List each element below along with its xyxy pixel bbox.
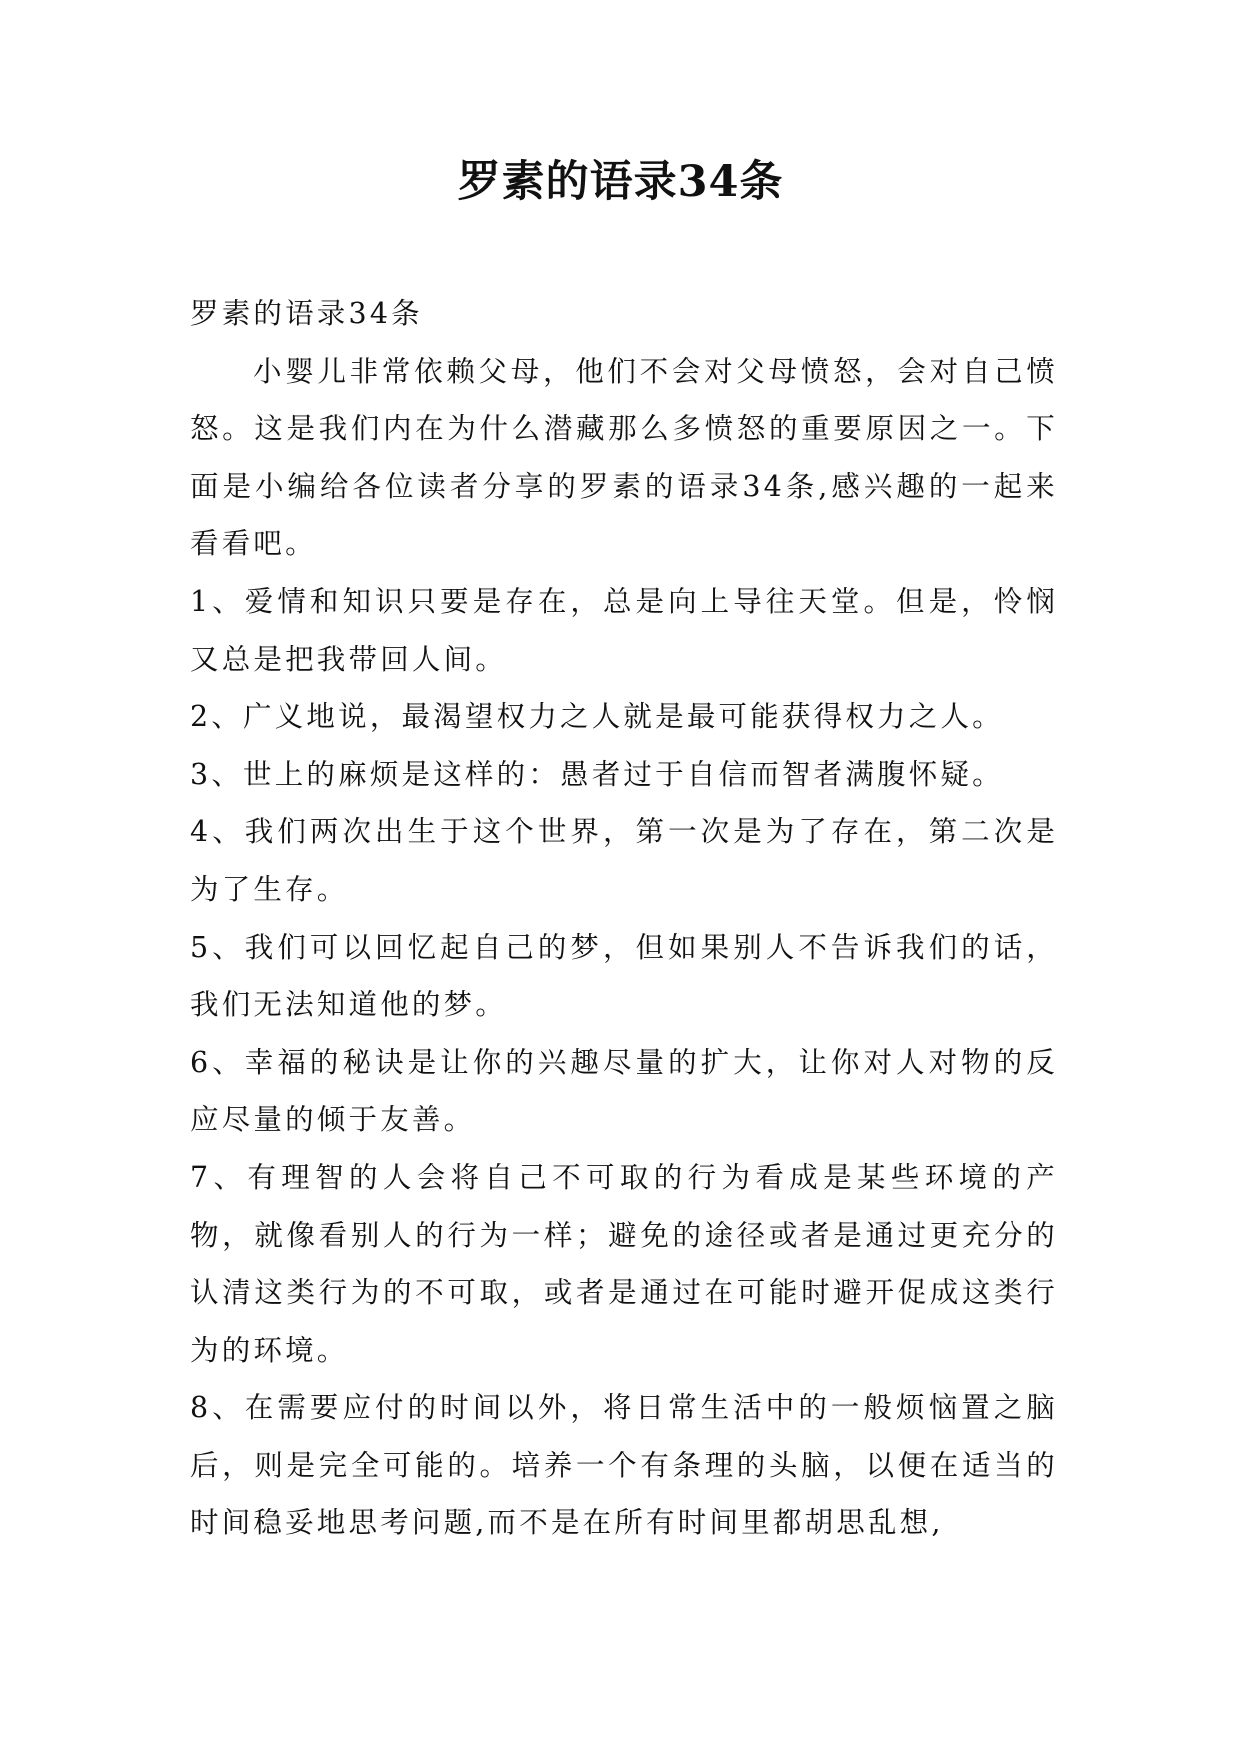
document-subtitle: 罗素的语录34条 xyxy=(190,297,423,330)
quote-2: 2、广义地说，最渴望权力之人就是最可能获得权力之人。 xyxy=(190,700,1004,734)
quote-1: 1、爱情和知识只要是存在，总是向上导往天堂。但是，怜悯又总是把我带回人间。 xyxy=(190,584,1058,676)
document-title: 罗素的语录34条 xyxy=(457,157,784,207)
document-body xyxy=(190,285,1058,1552)
quote-6: 6、幸福的秘诀是让你的兴趣尽量的扩大，让你对人对物的反应尽量的倾于友善。 xyxy=(190,1045,1058,1137)
quote-7: 7、有理智的人会将自己不可取的行为看成是某些环境的产物，就像看别人的行为一样；避免的途径或者是通过更充分的认清这类行为的不可取，或者是通过在可能时避开促成这类行为的环境。 xyxy=(190,1160,1058,1367)
intro-paragraph: 小婴儿非常依赖父母，他们不会对父母愤怒，会对自己愤怒。这是我们内在为什么潜藏那么多愤怒的重要原因之一。下面是小编给各位读者分享的罗素的语录34条,感兴趣的一起来看看吧。 xyxy=(190,354,1058,561)
quote-4: 4、我们两次出生于这个世界，第一次是为了存在，第二次是为了生存。 xyxy=(190,815,1058,906)
quote-8: 8、在需要应付的时间以外，将日常生活中的一般烦恼置之脑后，则是完全可能的。培养一个有条理的头脑，以便在适当的时间稳妥地思考问题,而不是在所有时间里都胡思乱想, xyxy=(190,1391,1058,1540)
quote-5: 5、我们可以回忆起自己的梦，但如果别人不告诉我们的话，我们无法知道他的梦。 xyxy=(190,930,1058,1022)
quote-3: 3、世上的麻烦是这样的：愚者过于自信而智者满腹怀疑。 xyxy=(190,757,1004,791)
